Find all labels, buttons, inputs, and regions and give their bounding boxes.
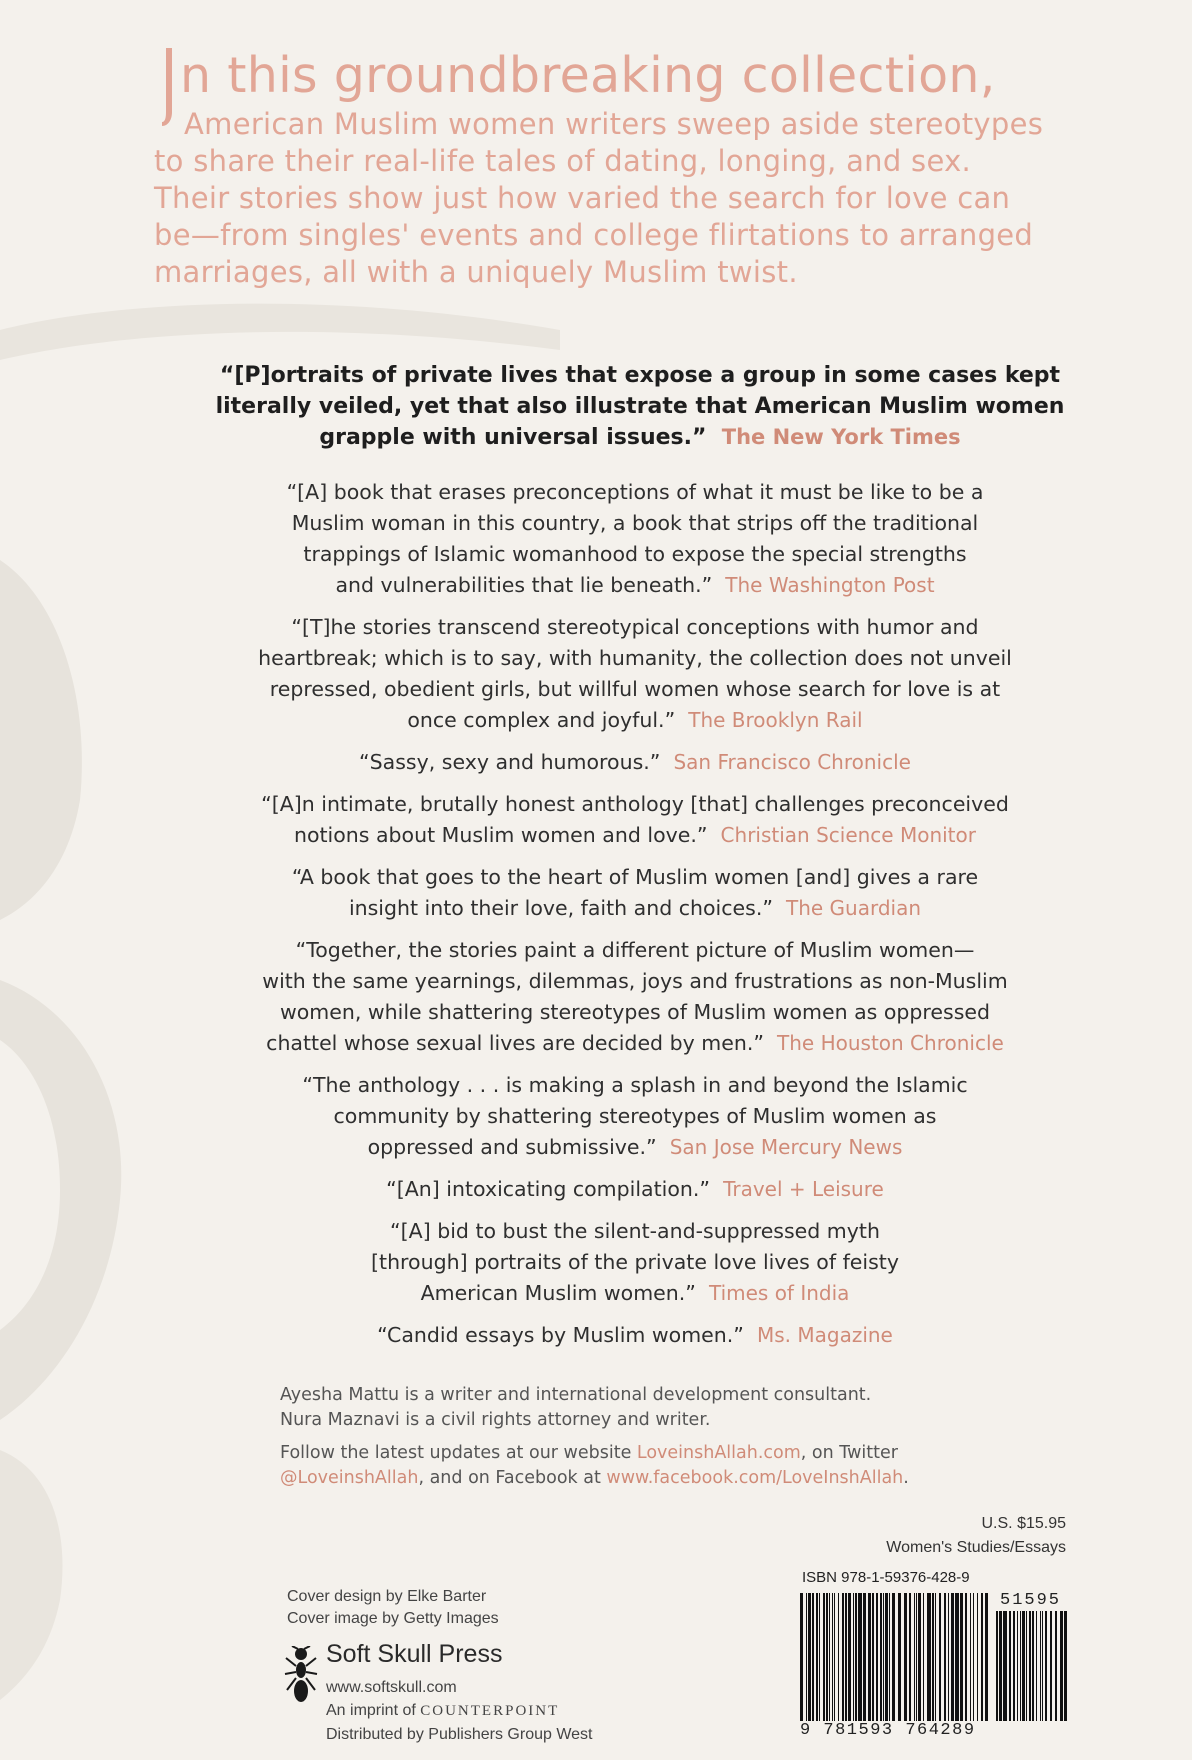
barcode-block: [800, 1569, 1070, 1749]
lead-quote-line: literally veiled, yet that also illustrate that American Muslim women: [215, 394, 1065, 419]
quote-line: “[A] book that erases preconceptions of what it must be like to be a: [286, 480, 984, 504]
intro-line-4: Their stories show just how varied the search for love can: [154, 181, 1011, 215]
intro-line-5: be—from singles' events and college flirtations to arranged: [154, 218, 1034, 252]
lead-quote-source: The New York Times: [721, 425, 961, 449]
quote-line: “A book that goes to the heart of Muslim women [and] gives a rare: [291, 865, 979, 889]
quote-line: chattel whose sexual lives are decided by men.”: [266, 1031, 764, 1055]
review-quote: [160, 1320, 1110, 1351]
review-quote: [160, 477, 1110, 601]
review-quote: [160, 789, 1110, 851]
quote-source: The Brooklyn Rail: [688, 708, 863, 732]
quote-source: The Houston Chronicle: [777, 1031, 1004, 1055]
barcode-main: [800, 1593, 990, 1721]
cover-credits: [287, 1586, 499, 1630]
publisher-url[interactable]: www.softskull.com: [326, 1679, 457, 1696]
author-bio: [280, 1383, 1080, 1491]
distributor: Distributed by Publishers Group West: [326, 1726, 593, 1743]
review-quote: [160, 747, 1110, 778]
follow-mid: , on Twitter: [800, 1443, 898, 1463]
website-link[interactable]: LoveinshAllah.com: [636, 1443, 801, 1463]
lead-quote-line: “[P]ortraits of private lives that expose a group in some cases kept: [219, 363, 1061, 388]
review-quote: [160, 862, 1110, 924]
quote-line: notions about Muslim women and love.”: [293, 823, 708, 847]
bio-line-2: Nura Maznavi is a civil rights attorney and writer.: [280, 1410, 711, 1430]
isbn-label: ISBN 978-1-59376-428-9: [802, 1569, 970, 1586]
imprint-name: COUNTERPOINT: [420, 1703, 560, 1719]
quote-source: Christian Science Monitor: [720, 823, 976, 847]
quote-source: San Francisco Chronicle: [673, 750, 911, 774]
quote-line: once complex and joyful.”: [407, 708, 676, 732]
intro-line-1: n this groundbreaking collection,: [180, 47, 996, 104]
quote-line: heartbreak; which is to say, with humanity, the collection does not unveil: [258, 646, 1012, 670]
intro-line-6: marriages, all with a uniquely Muslim twist.: [154, 255, 798, 289]
quote-line: American Muslim women.”: [420, 1281, 696, 1305]
dropcap-i-icon: [162, 48, 172, 126]
quote-line: “[A] bid to bust the silent-and-suppressed myth: [390, 1219, 880, 1243]
quote-line: insight into their love, faith and choices.”: [348, 896, 773, 920]
twitter-link[interactable]: @LoveinshAllah: [280, 1468, 419, 1488]
skull-ant-logo-icon: [284, 1646, 318, 1706]
price-block: [886, 1512, 1066, 1560]
quote-source: Ms. Magazine: [756, 1323, 893, 1347]
quote-line: Muslim woman in this country, a book that strips off the traditional: [291, 511, 979, 535]
quote-source: San Jose Mercury News: [669, 1135, 903, 1159]
barcode-addon: [996, 1611, 1068, 1721]
publisher-block: [284, 1640, 704, 1750]
quote-line: “[A]n intimate, brutally honest anthology [that] challenges preconceived: [261, 792, 1009, 816]
quote-line: “Sassy, sexy and humorous.”: [359, 750, 661, 774]
quote-source: The Guardian: [786, 896, 922, 920]
facebook-link[interactable]: www.facebook.com/LoveInshAllah: [606, 1468, 904, 1488]
category: Women's Studies/Essays: [886, 1539, 1066, 1556]
cover-image-credit: Cover image by Getty Images: [287, 1610, 499, 1627]
price: U.S. $15.95: [981, 1515, 1066, 1532]
cover-design-credit: Cover design by Elke Barter: [287, 1588, 487, 1605]
publisher-name: Soft Skull Press: [326, 1640, 503, 1668]
intro-line-3: to share their real-life tales of dating, longing, and sex.: [154, 144, 972, 178]
quote-line: “The anthology . . . is making a splash in and beyond the Islamic: [302, 1073, 968, 1097]
follow-text: [280, 1441, 1080, 1491]
quote-line: “[An] intoxicating compilation.”: [386, 1177, 711, 1201]
review-quote: [160, 1216, 1110, 1309]
barcode-addon-number: 51595: [1000, 1591, 1062, 1610]
quote-source: Times of India: [708, 1281, 850, 1305]
quote-line: with the same yearnings, dilemmas, joys and frustrations as non-Muslim: [262, 969, 1008, 993]
intro-paragraph: [154, 46, 1114, 291]
quote-line: repressed, obedient girls, but willful women whose search for love is at: [269, 677, 1001, 701]
quote-line: “Candid essays by Muslim women.”: [377, 1323, 744, 1347]
quote-line: [through] portraits of the private love lives of feisty: [371, 1250, 899, 1274]
lead-quote: [200, 360, 1080, 453]
quote-source: The Washington Post: [725, 573, 935, 597]
follow-prefix: Follow the latest updates at our website: [280, 1443, 637, 1463]
quote-line: “[T]he stories transcend stereotypical conceptions with humor and: [291, 615, 979, 639]
review-quotes: [160, 477, 1110, 1362]
intro-line-2: American Muslim women writers sweep aside stereotypes: [184, 107, 1044, 141]
quote-line: trappings of Islamic womanhood to expose the special strengths: [303, 542, 967, 566]
quote-line: oppressed and submissive.”: [367, 1135, 657, 1159]
follow-end: .: [903, 1468, 909, 1488]
quote-line: women, while shattering stereotypes of Muslim women as oppressed: [279, 1000, 991, 1024]
bio-line-1: Ayesha Mattu is a writer and international development consultant.: [280, 1385, 872, 1405]
quote-source: Travel + Leisure: [723, 1177, 884, 1201]
lead-quote-line: grapple with universal issues.”: [319, 425, 707, 450]
barcode-number: 9 781593 764289: [800, 1721, 976, 1740]
review-quote: [160, 612, 1110, 736]
quote-line: community by shattering stereotypes of Muslim women as: [333, 1104, 937, 1128]
review-quote: [160, 1174, 1110, 1205]
review-quote: [160, 1070, 1110, 1163]
quote-line: and vulnerabilities that lie beneath.”: [335, 573, 713, 597]
quote-line: “Together, the stories paint a different picture of Muslim women—: [295, 938, 975, 962]
imprint-prefix: An imprint of: [326, 1702, 421, 1719]
follow-mid: , and on Facebook at: [418, 1468, 607, 1488]
review-quote: [160, 935, 1110, 1059]
